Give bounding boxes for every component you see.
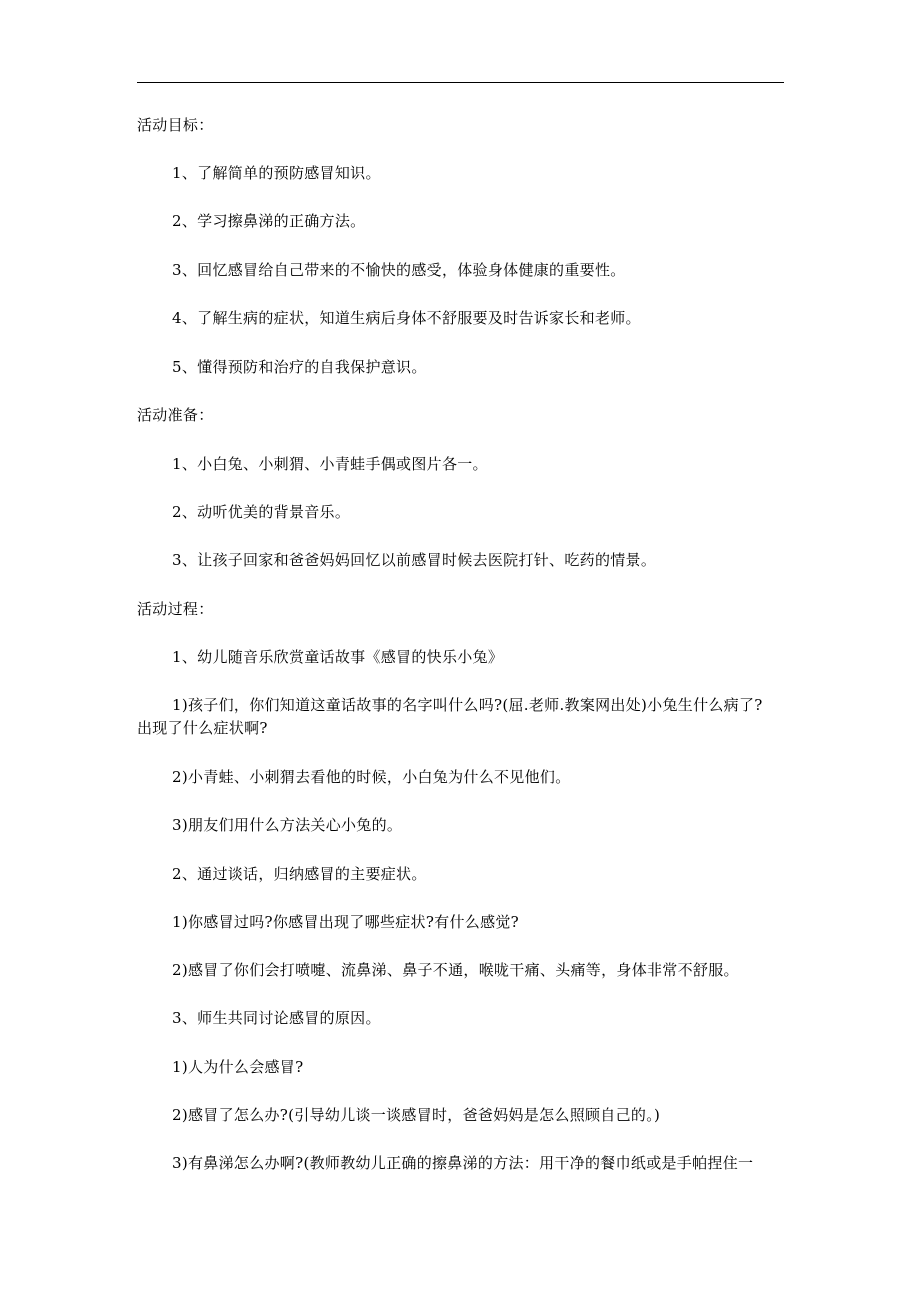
goal-item-2: 2、学习擦鼻涕的正确方法。 <box>172 212 366 230</box>
process-step-1-title: 1、幼儿随音乐欣赏童话故事《感冒的快乐小兔》 <box>172 648 504 666</box>
step-3-question-3: 3)有鼻涕怎么办啊?(教师教幼儿正确的擦鼻涕的方法：用干净的餐巾纸或是手帕捏住一 <box>172 1154 754 1172</box>
goals-heading: 活动目标： <box>137 116 214 134</box>
step-1-question-2: 2)小青蛙、小刺猬去看他的时候，小白兔为什么不见他们。 <box>172 768 571 786</box>
step-2-question-1: 1)你感冒过吗?你感冒出现了哪些症状?有什么感觉? <box>172 913 520 931</box>
step-1-question-3: 3)朋友们用什么方法关心小兔的。 <box>172 816 403 834</box>
preparation-item-2: 2、动听优美的背景音乐。 <box>172 503 351 521</box>
preparation-item-3: 3、让孩子回家和爸爸妈妈回忆以前感冒时候去医院打针、吃药的情景。 <box>172 551 657 569</box>
process-step-3-title: 3、师生共同讨论感冒的原因。 <box>172 1009 381 1027</box>
step-1-question-1: 1)孩子们，你们知道这童话故事的名字叫什么吗?(屈.老师.教案网出处)小兔生什么病了? <box>172 696 763 714</box>
process-heading: 活动过程： <box>137 600 214 618</box>
goal-item-5: 5、懂得预防和治疗的自我保护意识。 <box>172 358 427 376</box>
goal-item-3: 3、回忆感冒给自己带来的不愉快的感受，体验身体健康的重要性。 <box>172 261 626 279</box>
step-3-question-1: 1)人为什么会感冒? <box>172 1058 304 1076</box>
preparation-item-1: 1、小白兔、小刺猬、小青蛙手偶或图片各一。 <box>172 455 488 473</box>
goal-item-4: 4、了解生病的症状，知道生病后身体不舒服要及时告诉家长和老师。 <box>172 309 641 327</box>
goal-item-1: 1、了解简单的预防感冒知识。 <box>172 164 381 182</box>
process-step-2-title: 2、通过谈话，归纳感冒的主要症状。 <box>172 865 427 883</box>
step-3-question-2: 2)感冒了怎么办?(引导幼儿谈一谈感冒时，爸爸妈妈是怎么照顾自己的。) <box>172 1106 661 1124</box>
step-1-question-1-continued: 出现了什么症状啊? <box>137 719 268 737</box>
header-rule <box>137 82 784 83</box>
preparation-heading: 活动准备： <box>137 406 214 424</box>
step-2-question-2: 2)感冒了你们会打喷嚏、流鼻涕、鼻子不通，喉咙干痛、头痛等，身体非常不舒服。 <box>172 961 739 979</box>
